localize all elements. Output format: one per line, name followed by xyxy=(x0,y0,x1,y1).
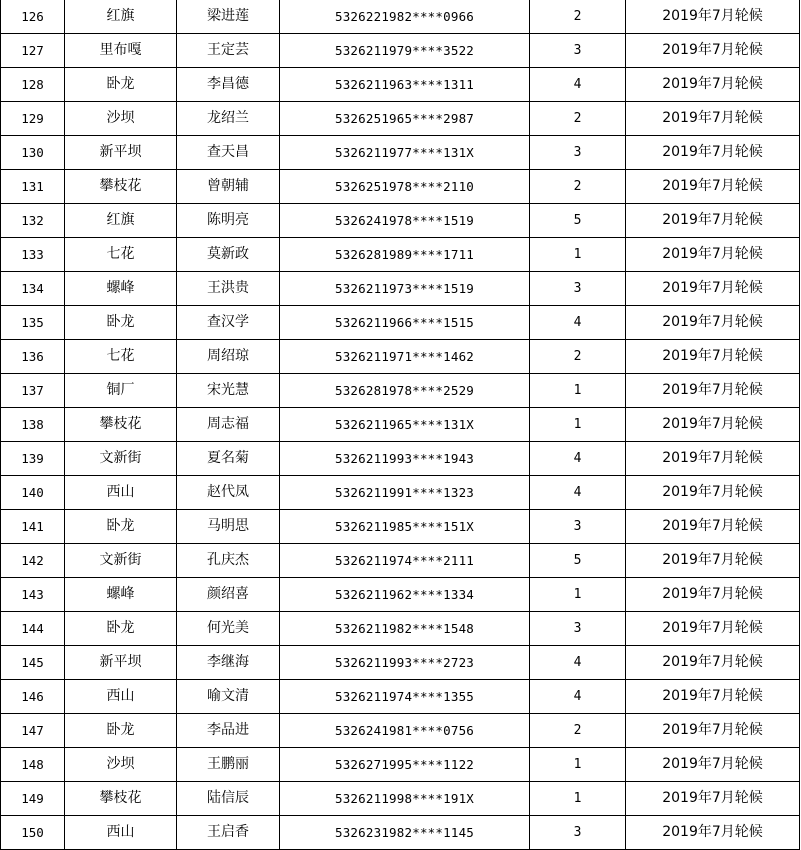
applicant-name-cell: 李昌德 xyxy=(177,68,280,102)
waitlist-batch-cell: 2019年7月轮候 xyxy=(626,136,800,170)
household-count-cell: 1 xyxy=(530,782,626,816)
id-number-cell: 5326211974****1355 xyxy=(280,680,530,714)
waitlist-batch-cell: 2019年7月轮候 xyxy=(626,476,800,510)
row-number-cell: 128 xyxy=(1,68,65,102)
id-number-cell: 5326211993****1943 xyxy=(280,442,530,476)
community-cell: 卧龙 xyxy=(65,68,177,102)
row-number-cell: 144 xyxy=(1,612,65,646)
community-cell: 新平坝 xyxy=(65,136,177,170)
waitlist-batch-cell: 2019年7月轮候 xyxy=(626,680,800,714)
applicant-name-cell: 孔庆杰 xyxy=(177,544,280,578)
id-number-cell: 5326211965****131X xyxy=(280,408,530,442)
id-number-cell: 5326211985****151X xyxy=(280,510,530,544)
applicant-name-cell: 陈明亮 xyxy=(177,204,280,238)
id-number-cell: 5326211998****191X xyxy=(280,782,530,816)
row-number-cell: 139 xyxy=(1,442,65,476)
household-count-cell: 2 xyxy=(530,170,626,204)
table-row xyxy=(1,748,800,782)
row-number-cell: 129 xyxy=(1,102,65,136)
id-number-cell: 5326211962****1334 xyxy=(280,578,530,612)
row-number-cell: 140 xyxy=(1,476,65,510)
id-number-cell: 5326211971****1462 xyxy=(280,340,530,374)
table-row xyxy=(1,68,800,102)
id-number-cell: 5326251978****2110 xyxy=(280,170,530,204)
table-row xyxy=(1,34,800,68)
table-row xyxy=(1,102,800,136)
row-number-cell: 126 xyxy=(1,0,65,34)
table-row xyxy=(1,646,800,680)
household-count-cell: 3 xyxy=(530,272,626,306)
community-cell: 里布嘎 xyxy=(65,34,177,68)
waitlist-batch-cell: 2019年7月轮候 xyxy=(626,340,800,374)
table-row xyxy=(1,204,800,238)
applicant-name-cell: 莫新政 xyxy=(177,238,280,272)
applicant-name-cell: 赵代凤 xyxy=(177,476,280,510)
id-number-cell: 5326211977****131X xyxy=(280,136,530,170)
applicant-name-cell: 周志福 xyxy=(177,408,280,442)
table-row xyxy=(1,510,800,544)
row-number-cell: 132 xyxy=(1,204,65,238)
applicant-name-cell: 何光美 xyxy=(177,612,280,646)
applicant-name-cell: 曾朝辅 xyxy=(177,170,280,204)
applicant-name-cell: 李继海 xyxy=(177,646,280,680)
table-row xyxy=(1,306,800,340)
table-row xyxy=(1,408,800,442)
row-number-cell: 133 xyxy=(1,238,65,272)
applicant-name-cell: 梁进莲 xyxy=(177,0,280,34)
row-number-cell: 141 xyxy=(1,510,65,544)
community-cell: 七花 xyxy=(65,340,177,374)
applicant-name-cell: 王定芸 xyxy=(177,34,280,68)
table-row xyxy=(1,578,800,612)
id-number-cell: 5326211966****1515 xyxy=(280,306,530,340)
household-count-cell: 4 xyxy=(530,476,626,510)
waitlist-batch-cell: 2019年7月轮候 xyxy=(626,544,800,578)
row-number-cell: 142 xyxy=(1,544,65,578)
community-cell: 铜厂 xyxy=(65,374,177,408)
id-number-cell: 5326211993****2723 xyxy=(280,646,530,680)
waitlist-batch-cell: 2019年7月轮候 xyxy=(626,34,800,68)
waitlist-batch-cell: 2019年7月轮候 xyxy=(626,306,800,340)
table-row xyxy=(1,680,800,714)
waitlist-batch-cell: 2019年7月轮候 xyxy=(626,238,800,272)
id-number-cell: 5326221982****0966 xyxy=(280,0,530,34)
table-body xyxy=(1,0,800,850)
table-row xyxy=(1,0,800,34)
waitlist-batch-cell: 2019年7月轮候 xyxy=(626,204,800,238)
community-cell: 攀枝花 xyxy=(65,170,177,204)
household-count-cell: 1 xyxy=(530,238,626,272)
row-number-cell: 127 xyxy=(1,34,65,68)
household-count-cell: 3 xyxy=(530,612,626,646)
applicant-name-cell: 查汉学 xyxy=(177,306,280,340)
row-number-cell: 149 xyxy=(1,782,65,816)
household-count-cell: 4 xyxy=(530,680,626,714)
applicant-name-cell: 喻文清 xyxy=(177,680,280,714)
community-cell: 西山 xyxy=(65,680,177,714)
applicant-name-cell: 查天昌 xyxy=(177,136,280,170)
household-count-cell: 2 xyxy=(530,0,626,34)
row-number-cell: 146 xyxy=(1,680,65,714)
row-number-cell: 150 xyxy=(1,816,65,850)
table-row xyxy=(1,340,800,374)
row-number-cell: 145 xyxy=(1,646,65,680)
household-count-cell: 3 xyxy=(530,136,626,170)
household-count-cell: 1 xyxy=(530,408,626,442)
id-number-cell: 5326271995****1122 xyxy=(280,748,530,782)
waitlist-batch-cell: 2019年7月轮候 xyxy=(626,612,800,646)
row-number-cell: 137 xyxy=(1,374,65,408)
household-count-cell: 3 xyxy=(530,34,626,68)
community-cell: 七花 xyxy=(65,238,177,272)
applicant-name-cell: 夏名菊 xyxy=(177,442,280,476)
community-cell: 红旗 xyxy=(65,0,177,34)
household-count-cell: 1 xyxy=(530,578,626,612)
community-cell: 卧龙 xyxy=(65,714,177,748)
community-cell: 卧龙 xyxy=(65,612,177,646)
waitlist-batch-cell: 2019年7月轮候 xyxy=(626,442,800,476)
applicant-name-cell: 李品进 xyxy=(177,714,280,748)
waitlist-batch-cell: 2019年7月轮候 xyxy=(626,272,800,306)
table-row xyxy=(1,714,800,748)
applicant-name-cell: 王启香 xyxy=(177,816,280,850)
waitlist-batch-cell: 2019年7月轮候 xyxy=(626,0,800,34)
waitlist-batch-cell: 2019年7月轮候 xyxy=(626,782,800,816)
row-number-cell: 143 xyxy=(1,578,65,612)
community-cell: 沙坝 xyxy=(65,102,177,136)
household-count-cell: 2 xyxy=(530,102,626,136)
id-number-cell: 5326231982****1145 xyxy=(280,816,530,850)
row-number-cell: 138 xyxy=(1,408,65,442)
id-number-cell: 5326211979****3522 xyxy=(280,34,530,68)
household-count-cell: 1 xyxy=(530,374,626,408)
community-cell: 沙坝 xyxy=(65,748,177,782)
table-row xyxy=(1,272,800,306)
table-row xyxy=(1,442,800,476)
community-cell: 螺峰 xyxy=(65,272,177,306)
applicant-name-cell: 周绍琼 xyxy=(177,340,280,374)
community-cell: 西山 xyxy=(65,816,177,850)
household-count-cell: 4 xyxy=(530,306,626,340)
table-row xyxy=(1,136,800,170)
applicant-name-cell: 龙绍兰 xyxy=(177,102,280,136)
applicant-name-cell: 宋光慧 xyxy=(177,374,280,408)
waitlist-batch-cell: 2019年7月轮候 xyxy=(626,170,800,204)
table-row xyxy=(1,476,800,510)
row-number-cell: 147 xyxy=(1,714,65,748)
household-count-cell: 2 xyxy=(530,714,626,748)
waitlist-batch-cell: 2019年7月轮候 xyxy=(626,646,800,680)
applicant-name-cell: 王鹏丽 xyxy=(177,748,280,782)
row-number-cell: 148 xyxy=(1,748,65,782)
id-number-cell: 5326281978****2529 xyxy=(280,374,530,408)
household-count-cell: 2 xyxy=(530,340,626,374)
id-number-cell: 5326211963****1311 xyxy=(280,68,530,102)
table-row xyxy=(1,170,800,204)
waitlist-batch-cell: 2019年7月轮候 xyxy=(626,408,800,442)
household-count-cell: 3 xyxy=(530,816,626,850)
id-number-cell: 5326211982****1548 xyxy=(280,612,530,646)
table-row xyxy=(1,544,800,578)
community-cell: 红旗 xyxy=(65,204,177,238)
row-number-cell: 130 xyxy=(1,136,65,170)
id-number-cell: 5326241978****1519 xyxy=(280,204,530,238)
table-row xyxy=(1,612,800,646)
community-cell: 卧龙 xyxy=(65,510,177,544)
row-number-cell: 135 xyxy=(1,306,65,340)
community-cell: 文新街 xyxy=(65,442,177,476)
community-cell: 新平坝 xyxy=(65,646,177,680)
row-number-cell: 131 xyxy=(1,170,65,204)
row-number-cell: 134 xyxy=(1,272,65,306)
waitlist-batch-cell: 2019年7月轮候 xyxy=(626,714,800,748)
id-number-cell: 5326211973****1519 xyxy=(280,272,530,306)
waitlist-batch-cell: 2019年7月轮候 xyxy=(626,68,800,102)
id-number-cell: 5326211974****2111 xyxy=(280,544,530,578)
household-count-cell: 3 xyxy=(530,510,626,544)
row-number-cell: 136 xyxy=(1,340,65,374)
waitlist-batch-cell: 2019年7月轮候 xyxy=(626,510,800,544)
id-number-cell: 5326241981****0756 xyxy=(280,714,530,748)
id-number-cell: 5326281989****1711 xyxy=(280,238,530,272)
community-cell: 攀枝花 xyxy=(65,782,177,816)
id-number-cell: 5326211991****1323 xyxy=(280,476,530,510)
table-row xyxy=(1,374,800,408)
household-count-cell: 5 xyxy=(530,544,626,578)
community-cell: 攀枝花 xyxy=(65,408,177,442)
household-count-cell: 5 xyxy=(530,204,626,238)
table-row xyxy=(1,816,800,850)
waitlist-batch-cell: 2019年7月轮候 xyxy=(626,374,800,408)
community-cell: 卧龙 xyxy=(65,306,177,340)
community-cell: 文新街 xyxy=(65,544,177,578)
waitlist-batch-cell: 2019年7月轮候 xyxy=(626,578,800,612)
community-cell: 西山 xyxy=(65,476,177,510)
applicant-name-cell: 王洪贵 xyxy=(177,272,280,306)
waitlist-batch-cell: 2019年7月轮候 xyxy=(626,748,800,782)
household-count-cell: 4 xyxy=(530,646,626,680)
community-cell: 螺峰 xyxy=(65,578,177,612)
waitlist-batch-cell: 2019年7月轮候 xyxy=(626,816,800,850)
household-count-cell: 4 xyxy=(530,68,626,102)
table-row xyxy=(1,782,800,816)
household-count-cell: 1 xyxy=(530,748,626,782)
applicant-name-cell: 颜绍喜 xyxy=(177,578,280,612)
household-count-cell: 4 xyxy=(530,442,626,476)
table-row xyxy=(1,238,800,272)
id-number-cell: 5326251965****2987 xyxy=(280,102,530,136)
applicant-name-cell: 马明思 xyxy=(177,510,280,544)
applicant-name-cell: 陆信辰 xyxy=(177,782,280,816)
waitlist-batch-cell: 2019年7月轮候 xyxy=(626,102,800,136)
